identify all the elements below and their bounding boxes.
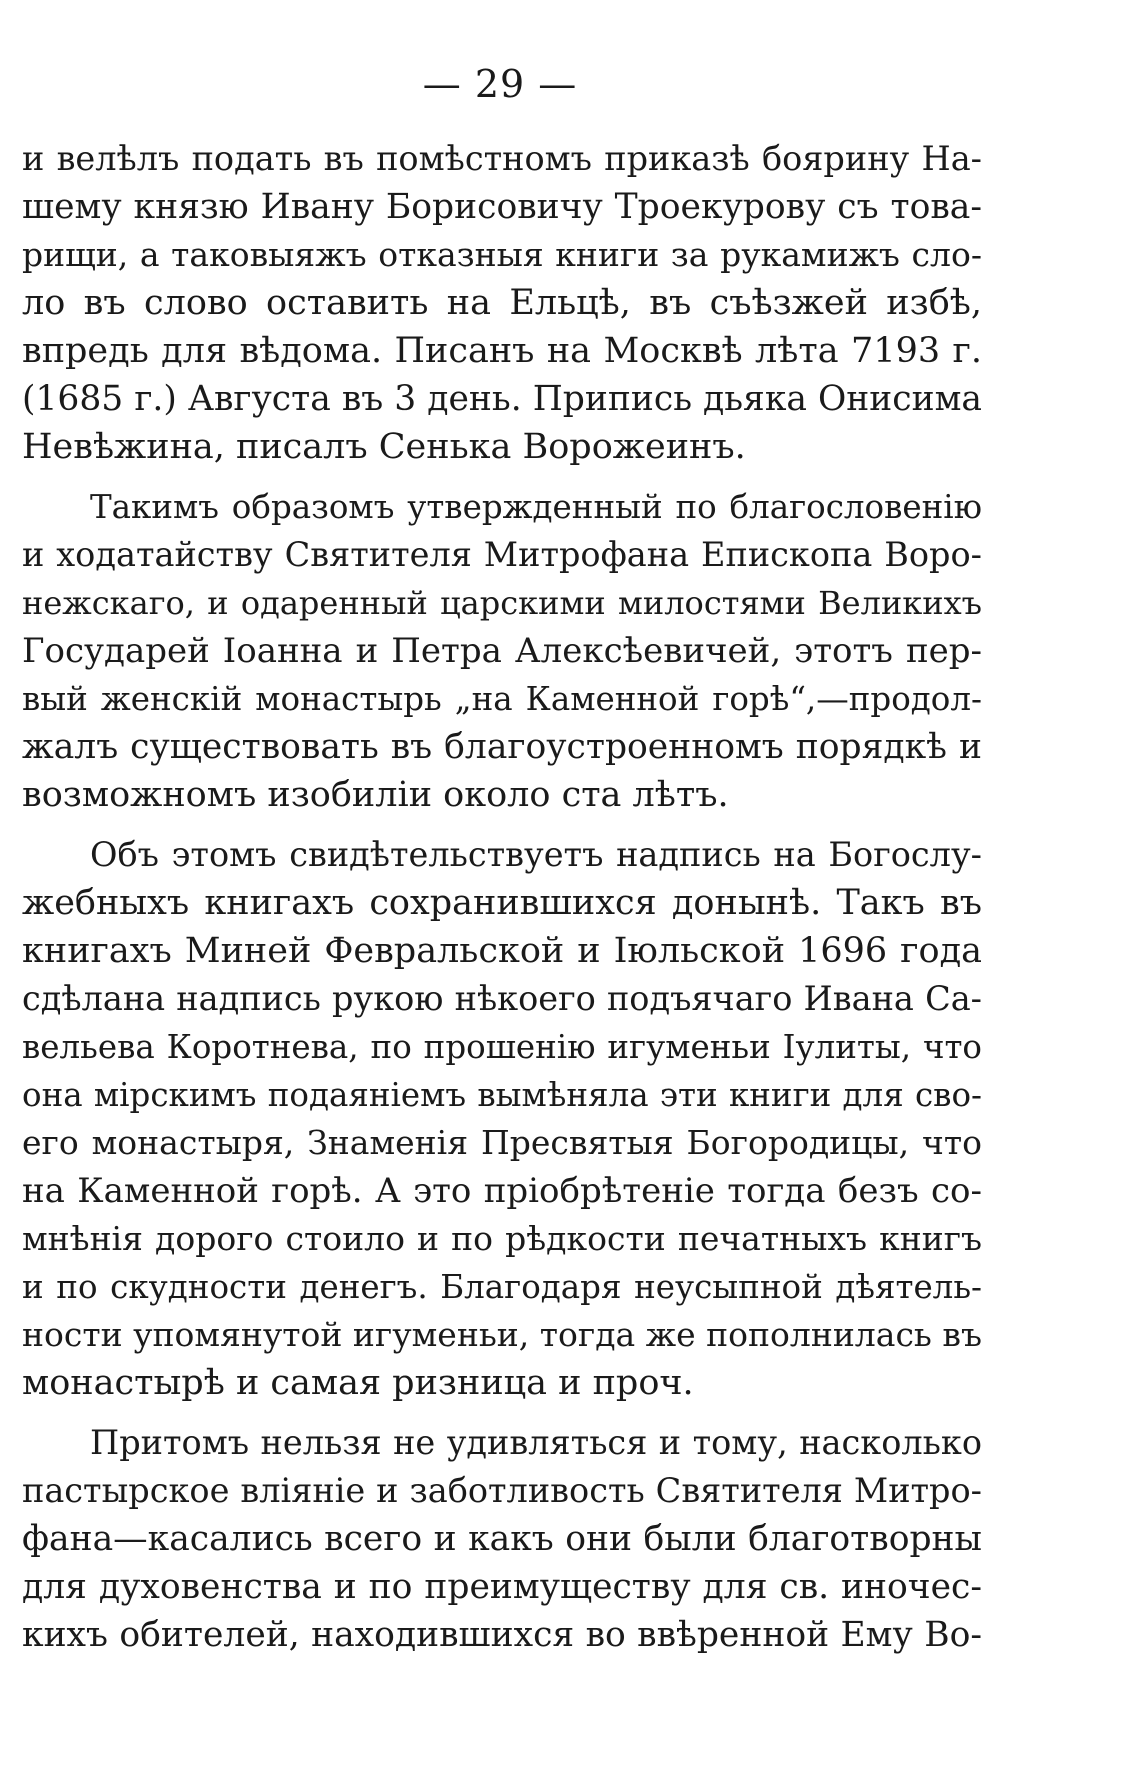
text-line: его монастыря, Знаменія Пресвятыя Богородицы, что xyxy=(22,1123,982,1162)
text-line: вый женскій монастырь „на Каменной горѣ“,—продол- xyxy=(22,680,982,718)
text-line: возможномъ изобиліи около ста лѣтъ. xyxy=(22,775,729,815)
text-line: мнѣнія дорого стоило и по рѣдкости печатныхъ книгъ xyxy=(22,1219,982,1258)
text-line: жебныхъ книгахъ сохранившихся донынѣ. Такъ въ xyxy=(22,883,982,923)
paragraph-monastery-history xyxy=(22,483,982,819)
text-line: она мірскимъ подаяніемъ вымѣняла эти книги для сво- xyxy=(22,1076,982,1114)
text-line: книгахъ Миней Февральской и Іюльской 1696 года xyxy=(22,931,982,971)
text-line: и велѣлъ подать въ помѣстномъ приказѣ боярину На- xyxy=(22,139,982,178)
text-line: пастырское вліяніе и заботливость Святителя Митро- xyxy=(22,1471,982,1510)
text-line: и по скудности денегъ. Благодаря неусыпной дѣятель- xyxy=(22,1268,982,1306)
text-line: сдѣлана надпись рукою нѣкоего подъячаго Ивана Са- xyxy=(22,979,982,1018)
text-line: Объ этомъ свидѣтельствуетъ надпись на Богослу- xyxy=(90,835,982,874)
text-line: Государей Іоанна и Петра Алексѣевичей, этотъ пер- xyxy=(22,631,982,671)
text-line: Притомъ нельзя не удивляться и тому, насколько xyxy=(90,1423,982,1462)
text-line: рищи, а таковыяжъ отказныя книги за рукамижъ сло- xyxy=(22,235,982,274)
text-line: и ходатайству Святителя Митрофана Епископа Воро- xyxy=(22,535,982,574)
paragraph-document-quote xyxy=(22,135,982,471)
text-line: Такимъ образомъ утвержденный по благословенію xyxy=(90,488,982,526)
text-line: ности упомянутой игуменьи, тогда же пополнилась въ xyxy=(22,1315,982,1354)
text-line: для духовенства и по преимуществу для св. иночес- xyxy=(22,1567,982,1607)
text-line: жалъ существовать въ благоустроенномъ порядкѣ и xyxy=(22,727,982,767)
text-line: ло въ слово оставить на Ельцѣ, въ съѣзжей избѣ, xyxy=(22,283,982,323)
text-line: кихъ обителей, находившихся во ввѣренной Ему Во- xyxy=(22,1615,982,1655)
body-text xyxy=(22,135,982,1659)
paragraph-pastoral-influence xyxy=(22,1419,982,1659)
paragraph-book-inscription xyxy=(22,831,982,1407)
text-line: монастырѣ и самая ризница и проч. xyxy=(22,1363,694,1403)
text-line: вельева Коротнева, по прошенію игуменьи Іулиты, что xyxy=(22,1028,982,1066)
text-line: нежскаго, и одаренный царскими милостями Великихъ xyxy=(22,584,982,622)
text-line: шему князю Ивану Борисовичу Троекурову съ това- xyxy=(22,187,982,227)
text-line: (1685 г.) Августа въ 3 день. Припись дьяка Онисима xyxy=(22,379,982,419)
text-line: на Каменной горѣ. А это пріобрѣтеніе тогда безъ со- xyxy=(22,1171,982,1211)
page-number: — 29 — xyxy=(422,62,578,106)
text-line: впредь для вѣдома. Писанъ на Москвѣ лѣта 7193 г. xyxy=(22,331,982,371)
text-line: Невѣжина, писалъ Сенька Ворожеинъ. xyxy=(22,427,746,467)
text-line: фана—касались всего и какъ они были благотворны xyxy=(22,1519,982,1559)
